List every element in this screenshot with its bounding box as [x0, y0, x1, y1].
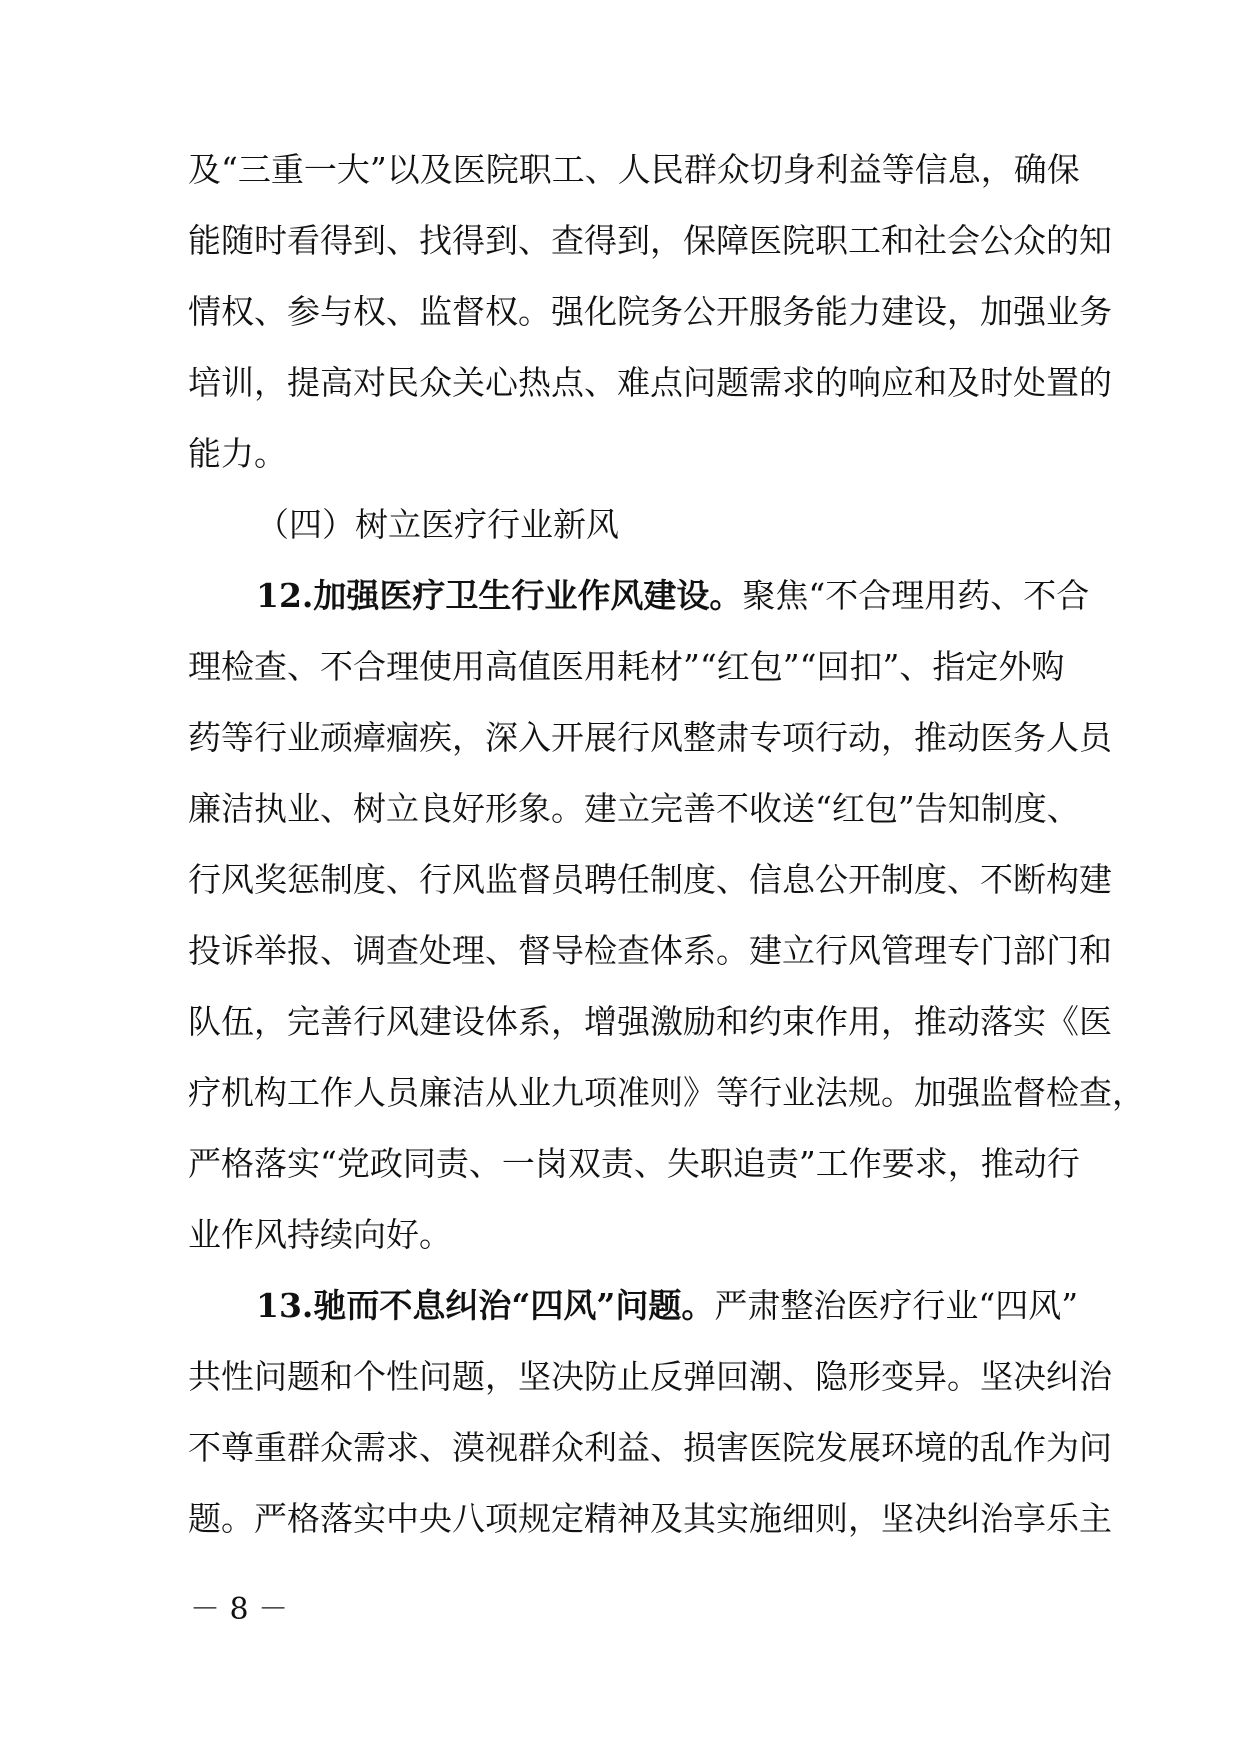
item-title: 加强医疗卫生行业作风建设。	[313, 576, 743, 615]
page-number: － 8 －	[190, 1592, 289, 1627]
text-line: 共性问题和个性问题，坚决防止反弹回潮、隐形变异。坚决纠治	[188, 1357, 1112, 1396]
text-line: 行风奖惩制度、行风监督员聘任制度、信息公开制度、不断构建	[188, 860, 1112, 899]
text-line: 业作风持续向好。	[188, 1215, 452, 1254]
item-text: 聚焦“不合理用药、不合	[742, 576, 1090, 615]
text-line: 队伍，完善行风建设体系，增强激励和约束作用，推动落实《医	[188, 1002, 1112, 1041]
text-line: 能随时看得到、找得到、查得到，保障医院职工和社会公众的知	[188, 221, 1112, 260]
text-line: 及“三重一大”以及医院职工、人民群众切身利益等信息，确保	[188, 150, 1080, 189]
text-line: 理检查、不合理使用高值医用耗材”“红包”“回扣”、指定外购	[188, 647, 1065, 686]
text-line: 严格落实“党政同责、一岗双责、失职追责”工作要求，推动行	[188, 1144, 1080, 1183]
item-number: 13.	[256, 1286, 314, 1325]
text-line: 题。严格落实中央八项规定精神及其实施细则，坚决纠治享乐主	[188, 1499, 1112, 1538]
section-heading: （四）树立医疗行业新风	[256, 505, 619, 544]
item-text: 严肃整治医疗行业“四风”	[714, 1286, 1079, 1325]
item-title: 驰而不息纠治“四风”问题。	[313, 1286, 715, 1325]
text-line: 疗机构工作人员廉洁从业九项准则》等行业法规。加强监督检查，	[188, 1073, 1145, 1112]
text-line: 情权、参与权、监督权。强化院务公开服务能力建设，加强业务	[188, 292, 1112, 331]
text-line: 药等行业顽瘴痼疾，深入开展行风整肃专项行动，推动医务人员	[188, 718, 1112, 757]
text-line: 廉洁执业、树立良好形象。建立完善不收送“红包”告知制度、	[188, 789, 1080, 828]
text-line: 投诉举报、调查处理、督导检查体系。建立行风管理专门部门和	[188, 931, 1112, 970]
item-13-first-line	[256, 1284, 1079, 1328]
text-line: 能力。	[188, 434, 287, 473]
item-12-first-line	[256, 574, 1090, 618]
item-number: 12.	[256, 576, 314, 615]
text-line: 不尊重群众需求、漠视群众利益、损害医院发展环境的乱作为问	[188, 1428, 1112, 1467]
text-line: 培训，提高对民众关心热点、难点问题需求的响应和及时处置的	[188, 363, 1112, 402]
